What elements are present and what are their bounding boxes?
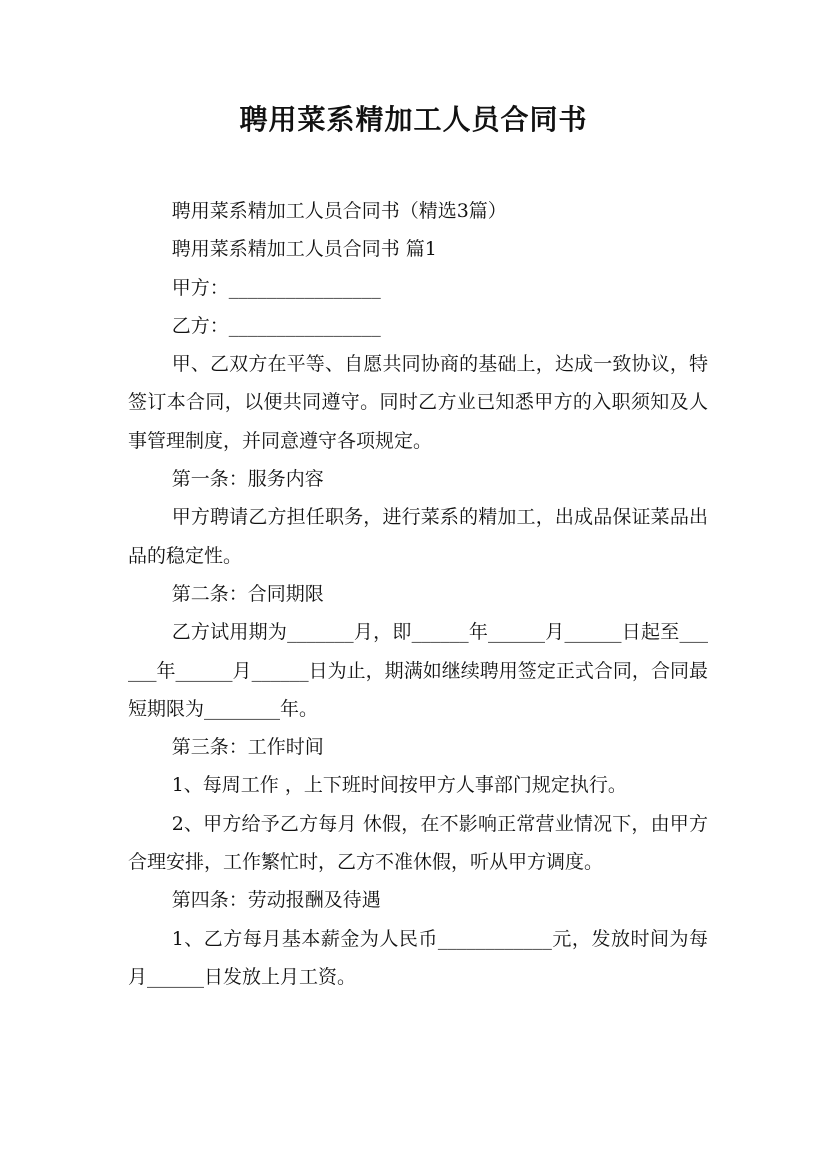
document-title: 聘用菜系精加工人员合同书 — [239, 103, 588, 136]
subtitle-line: 聘用菜系精加工人员合同书（精选3篇） — [171, 200, 507, 222]
article-1-paragraph: 甲方聘请乙方担任职务，进行菜系的精加工，出成品保证菜品出品的稳定性。 — [128, 506, 708, 567]
document-body — [128, 192, 708, 996]
section-heading: 聘用菜系精加工人员合同书 篇1 — [171, 238, 437, 261]
article-2-heading: 第二条：合同期限 — [171, 582, 324, 605]
article-1-heading: 第一条：服务内容 — [171, 468, 324, 491]
party-b-line: 乙方：________________ — [171, 314, 381, 337]
party-a-line: 甲方：________________ — [171, 276, 381, 299]
article-3-item-1: 1、每周工作 ，上下班时间按甲方人事部门规定执行。 — [171, 774, 627, 797]
article-3-item-2: 2、甲方给予乙方每月 休假，在不影响正常营业情况下，由甲方合理安排，工作繁忙时，乙方不准休假，听从甲方调度。 — [128, 812, 708, 874]
article-4-heading: 第四条：劳动报酬及待遇 — [171, 889, 381, 912]
preamble-paragraph: 甲、乙双方在平等、自愿共同协商的基础上，达成一致协议，特签订本合同，以便共同遵守。同时乙方业已知悉甲方的入职须知及人事管理制度，并同意遵守各项规定。 — [128, 353, 708, 452]
article-4-item-1: 1、乙方每月基本薪金为人民币____________元，发放时间为每月______日发放上月工资。 — [128, 927, 708, 988]
article-3-heading: 第三条：工作时间 — [171, 736, 324, 759]
article-2-paragraph: 乙方试用期为_______月，即______年______月______日起至______年______月______日为止，期满如继续聘用签定正式合同，合同最短期限为________年。 — [128, 621, 708, 720]
